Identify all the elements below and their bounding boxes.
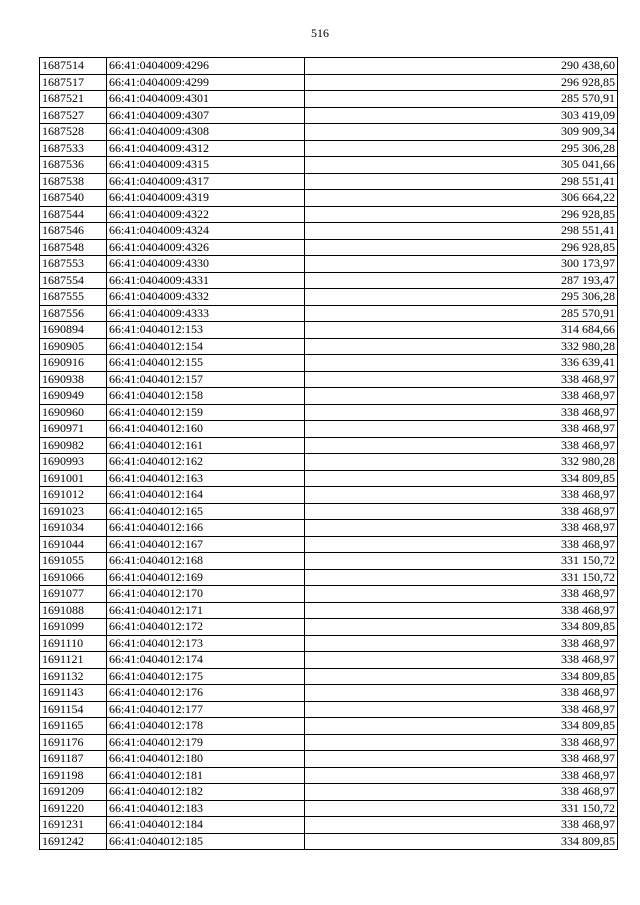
table-row — [40, 503, 618, 520]
table-row — [40, 685, 618, 702]
cadastral-number-cell: 66:41:0404009:4331 — [107, 272, 305, 289]
table-row — [40, 817, 618, 834]
value-cell: 296 928,85 — [305, 206, 618, 223]
value-cell: 334 809,85 — [305, 470, 618, 487]
value-cell: 338 468,97 — [305, 701, 618, 718]
value-cell: 306 664,22 — [305, 190, 618, 207]
record-id-cell: 1690993 — [40, 454, 107, 471]
cadastral-number-cell: 66:41:0404009:4301 — [107, 91, 305, 108]
cadastral-number-cell: 66:41:0404012:175 — [107, 668, 305, 685]
record-id-cell: 1691209 — [40, 784, 107, 801]
table-row — [40, 586, 618, 603]
cadastral-number-cell: 66:41:0404012:184 — [107, 817, 305, 834]
cadastral-number-cell: 66:41:0404009:4322 — [107, 206, 305, 223]
cadastral-number-cell: 66:41:0404012:183 — [107, 800, 305, 817]
table-row — [40, 322, 618, 339]
cadastral-number-cell: 66:41:0404009:4296 — [107, 58, 305, 75]
table-row — [40, 833, 618, 850]
record-id-cell: 1690960 — [40, 404, 107, 421]
value-cell: 296 928,85 — [305, 239, 618, 256]
cadastral-number-cell: 66:41:0404009:4330 — [107, 256, 305, 273]
value-cell: 338 468,97 — [305, 734, 618, 751]
value-cell: 338 468,97 — [305, 437, 618, 454]
cadastral-number-cell: 66:41:0404009:4308 — [107, 124, 305, 141]
table-row — [40, 553, 618, 570]
table-row — [40, 437, 618, 454]
record-id-cell: 1691001 — [40, 470, 107, 487]
table-row — [40, 619, 618, 636]
table-row — [40, 272, 618, 289]
record-id-cell: 1690905 — [40, 338, 107, 355]
cadastral-number-cell: 66:41:0404012:166 — [107, 520, 305, 537]
table-row — [40, 223, 618, 240]
cadastral-number-cell: 66:41:0404009:4299 — [107, 74, 305, 91]
record-id-cell: 1687546 — [40, 223, 107, 240]
record-id-cell: 1691077 — [40, 586, 107, 603]
cadastral-number-cell: 66:41:0404009:4315 — [107, 157, 305, 174]
table-row — [40, 371, 618, 388]
record-id-cell: 1690894 — [40, 322, 107, 339]
value-cell: 336 639,41 — [305, 355, 618, 372]
table-row — [40, 404, 618, 421]
value-cell: 290 438,60 — [305, 58, 618, 75]
record-id-cell: 1691012 — [40, 487, 107, 504]
cadastral-number-cell: 66:41:0404012:172 — [107, 619, 305, 636]
record-id-cell: 1690949 — [40, 388, 107, 405]
cadastral-number-cell: 66:41:0404012:161 — [107, 437, 305, 454]
value-cell: 334 809,85 — [305, 619, 618, 636]
cadastral-number-cell: 66:41:0404012:157 — [107, 371, 305, 388]
table-row — [40, 107, 618, 124]
value-cell: 331 150,72 — [305, 800, 618, 817]
table-row — [40, 784, 618, 801]
value-cell: 298 551,41 — [305, 223, 618, 240]
value-cell: 338 468,97 — [305, 586, 618, 603]
record-id-cell: 1690982 — [40, 437, 107, 454]
record-id-cell: 1691132 — [40, 668, 107, 685]
value-cell: 309 909,34 — [305, 124, 618, 141]
cadastral-number-cell: 66:41:0404012:169 — [107, 569, 305, 586]
table-row — [40, 536, 618, 553]
registry-table — [39, 57, 618, 850]
value-cell: 338 468,97 — [305, 520, 618, 537]
value-cell: 314 684,66 — [305, 322, 618, 339]
cadastral-number-cell: 66:41:0404012:167 — [107, 536, 305, 553]
table-row — [40, 173, 618, 190]
value-cell: 285 570,91 — [305, 305, 618, 322]
table-row — [40, 239, 618, 256]
value-cell: 338 468,97 — [305, 784, 618, 801]
record-id-cell: 1687540 — [40, 190, 107, 207]
record-id-cell: 1691121 — [40, 652, 107, 669]
registry-table-body — [40, 58, 618, 850]
table-row — [40, 256, 618, 273]
value-cell: 300 173,97 — [305, 256, 618, 273]
cadastral-number-cell: 66:41:0404012:163 — [107, 470, 305, 487]
cadastral-number-cell: 66:41:0404012:180 — [107, 751, 305, 768]
record-id-cell: 1687553 — [40, 256, 107, 273]
table-row — [40, 701, 618, 718]
record-id-cell: 1691154 — [40, 701, 107, 718]
record-id-cell: 1690938 — [40, 371, 107, 388]
value-cell: 295 306,28 — [305, 140, 618, 157]
value-cell: 296 928,85 — [305, 74, 618, 91]
value-cell: 338 468,97 — [305, 767, 618, 784]
cadastral-number-cell: 66:41:0404012:176 — [107, 685, 305, 702]
table-row — [40, 734, 618, 751]
cadastral-number-cell: 66:41:0404012:158 — [107, 388, 305, 405]
record-id-cell: 1691198 — [40, 767, 107, 784]
table-row — [40, 454, 618, 471]
table-row — [40, 157, 618, 174]
cadastral-number-cell: 66:41:0404012:153 — [107, 322, 305, 339]
cadastral-number-cell: 66:41:0404009:4326 — [107, 239, 305, 256]
value-cell: 295 306,28 — [305, 289, 618, 306]
record-id-cell: 1687555 — [40, 289, 107, 306]
cadastral-number-cell: 66:41:0404009:4324 — [107, 223, 305, 240]
table-row — [40, 421, 618, 438]
cadastral-number-cell: 66:41:0404012:181 — [107, 767, 305, 784]
record-id-cell: 1691066 — [40, 569, 107, 586]
cadastral-number-cell: 66:41:0404012:155 — [107, 355, 305, 372]
record-id-cell: 1691099 — [40, 619, 107, 636]
value-cell: 338 468,97 — [305, 536, 618, 553]
value-cell: 334 809,85 — [305, 668, 618, 685]
table-row — [40, 74, 618, 91]
table-row — [40, 124, 618, 141]
value-cell: 298 551,41 — [305, 173, 618, 190]
value-cell: 287 193,47 — [305, 272, 618, 289]
record-id-cell: 1691231 — [40, 817, 107, 834]
value-cell: 305 041,66 — [305, 157, 618, 174]
value-cell: 338 468,97 — [305, 421, 618, 438]
cadastral-number-cell: 66:41:0404012:170 — [107, 586, 305, 603]
table-row — [40, 668, 618, 685]
page-number: 516 — [311, 26, 329, 40]
record-id-cell: 1691165 — [40, 718, 107, 735]
record-id-cell: 1691242 — [40, 833, 107, 850]
cadastral-number-cell: 66:41:0404012:168 — [107, 553, 305, 570]
cadastral-number-cell: 66:41:0404012:159 — [107, 404, 305, 421]
record-id-cell: 1687538 — [40, 173, 107, 190]
table-row — [40, 520, 618, 537]
value-cell: 332 980,28 — [305, 338, 618, 355]
value-cell: 338 468,97 — [305, 487, 618, 504]
cadastral-number-cell: 66:41:0404012:173 — [107, 635, 305, 652]
value-cell: 334 809,85 — [305, 718, 618, 735]
record-id-cell: 1691088 — [40, 602, 107, 619]
record-id-cell: 1687527 — [40, 107, 107, 124]
value-cell: 338 468,97 — [305, 685, 618, 702]
value-cell: 338 468,97 — [305, 817, 618, 834]
record-id-cell: 1690916 — [40, 355, 107, 372]
cadastral-number-cell: 66:41:0404012:160 — [107, 421, 305, 438]
table-row — [40, 206, 618, 223]
value-cell: 331 150,72 — [305, 569, 618, 586]
cadastral-number-cell: 66:41:0404012:154 — [107, 338, 305, 355]
table-row — [40, 190, 618, 207]
table-row — [40, 388, 618, 405]
cadastral-number-cell: 66:41:0404012:177 — [107, 701, 305, 718]
table-row — [40, 338, 618, 355]
record-id-cell: 1690971 — [40, 421, 107, 438]
cadastral-number-cell: 66:41:0404012:185 — [107, 833, 305, 850]
table-row — [40, 569, 618, 586]
value-cell: 338 468,97 — [305, 635, 618, 652]
cadastral-number-cell: 66:41:0404012:171 — [107, 602, 305, 619]
value-cell: 338 468,97 — [305, 751, 618, 768]
record-id-cell: 1691034 — [40, 520, 107, 537]
record-id-cell: 1687554 — [40, 272, 107, 289]
record-id-cell: 1691143 — [40, 685, 107, 702]
record-id-cell: 1687514 — [40, 58, 107, 75]
value-cell: 338 468,97 — [305, 652, 618, 669]
record-id-cell: 1687517 — [40, 74, 107, 91]
table-row — [40, 91, 618, 108]
record-id-cell: 1691187 — [40, 751, 107, 768]
table-row — [40, 800, 618, 817]
table-row — [40, 652, 618, 669]
cadastral-number-cell: 66:41:0404009:4333 — [107, 305, 305, 322]
value-cell: 331 150,72 — [305, 553, 618, 570]
cadastral-number-cell: 66:41:0404012:182 — [107, 784, 305, 801]
record-id-cell: 1687533 — [40, 140, 107, 157]
record-id-cell: 1691110 — [40, 635, 107, 652]
record-id-cell: 1691220 — [40, 800, 107, 817]
table-row — [40, 305, 618, 322]
cadastral-number-cell: 66:41:0404009:4332 — [107, 289, 305, 306]
cadastral-number-cell: 66:41:0404012:165 — [107, 503, 305, 520]
cadastral-number-cell: 66:41:0404012:174 — [107, 652, 305, 669]
record-id-cell: 1687528 — [40, 124, 107, 141]
table-row — [40, 487, 618, 504]
table-row — [40, 635, 618, 652]
cadastral-number-cell: 66:41:0404009:4317 — [107, 173, 305, 190]
table-row — [40, 58, 618, 75]
value-cell: 338 468,97 — [305, 388, 618, 405]
cadastral-number-cell: 66:41:0404012:178 — [107, 718, 305, 735]
table-row — [40, 355, 618, 372]
value-cell: 303 419,09 — [305, 107, 618, 124]
cadastral-number-cell: 66:41:0404009:4307 — [107, 107, 305, 124]
record-id-cell: 1691055 — [40, 553, 107, 570]
value-cell: 338 468,97 — [305, 371, 618, 388]
record-id-cell: 1687556 — [40, 305, 107, 322]
cadastral-number-cell: 66:41:0404012:164 — [107, 487, 305, 504]
value-cell: 338 468,97 — [305, 602, 618, 619]
cadastral-number-cell: 66:41:0404009:4319 — [107, 190, 305, 207]
record-id-cell: 1691176 — [40, 734, 107, 751]
record-id-cell: 1691044 — [40, 536, 107, 553]
record-id-cell: 1687548 — [40, 239, 107, 256]
cadastral-number-cell: 66:41:0404012:162 — [107, 454, 305, 471]
record-id-cell: 1687521 — [40, 91, 107, 108]
cadastral-number-cell: 66:41:0404012:179 — [107, 734, 305, 751]
value-cell: 332 980,28 — [305, 454, 618, 471]
table-row — [40, 140, 618, 157]
table-row — [40, 289, 618, 306]
table-row — [40, 718, 618, 735]
value-cell: 338 468,97 — [305, 404, 618, 421]
record-id-cell: 1687544 — [40, 206, 107, 223]
value-cell: 334 809,85 — [305, 833, 618, 850]
cadastral-number-cell: 66:41:0404009:4312 — [107, 140, 305, 157]
table-row — [40, 767, 618, 784]
table-row — [40, 470, 618, 487]
record-id-cell: 1687536 — [40, 157, 107, 174]
record-id-cell: 1691023 — [40, 503, 107, 520]
table-row — [40, 751, 618, 768]
table-row — [40, 602, 618, 619]
value-cell: 285 570,91 — [305, 91, 618, 108]
value-cell: 338 468,97 — [305, 503, 618, 520]
